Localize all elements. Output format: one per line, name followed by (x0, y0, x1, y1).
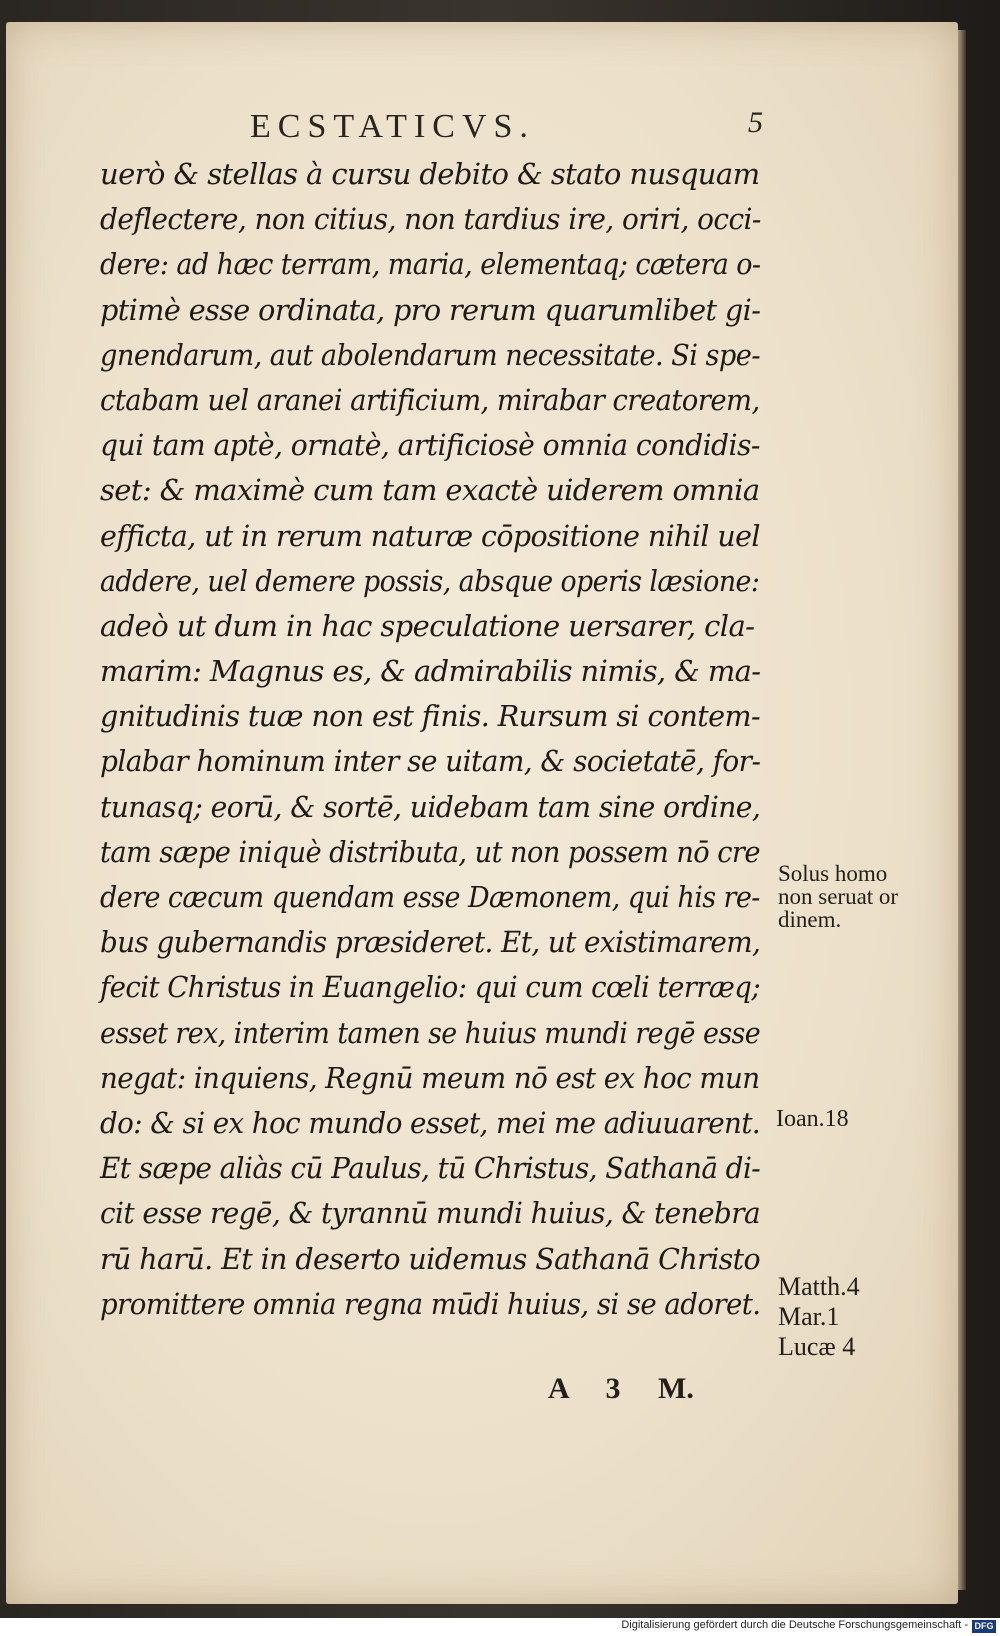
text-line: qui tam aptè, ornatè, artificiosè omnia condidis- (100, 428, 760, 463)
text-line: do: & si ex hoc mundo esset, mei me adiuuarent. (100, 1105, 761, 1140)
text-line: Et sæpe aliàs cū Paulus, tū Christus, Sathanā di- (100, 1151, 761, 1186)
text-line: ptimè esse ordinata, pro rerum quarumlibet gi- (100, 292, 761, 327)
dfg-logo: DFG (972, 1620, 996, 1633)
text-line: cit esse regē, & tyrannū mundi huius, & tenebra (100, 1196, 761, 1231)
text-line: dere cæcum quendam esse Dæmonem, qui his re- (100, 880, 760, 914)
text-line: efficta, ut in rerum naturæ cōpositione nihil uel (100, 518, 760, 553)
text-line: uerò & stellas à cursu debito & stato nusquam (100, 157, 760, 191)
folio-number: 5 (748, 106, 763, 139)
text-line: gnitudinis tuæ non est finis. Rursum si contem- (100, 699, 761, 734)
text-line: promittere omnia regna mūdi huius, si se adoret. (100, 1286, 761, 1321)
text-line: rū harū. Et in deserto uidemus Sathanā Christo (100, 1241, 761, 1276)
margin-note-matth: Matth.4 Mar.1 Lucæ 4 (778, 1272, 860, 1361)
text-line: addere, uel demere possis, absque operis læsione: (100, 563, 760, 598)
margin-note-solus: Solus homo non seruat or dinem. (778, 861, 899, 932)
text-line: gnendarum, aut abolendarum necessitate. Si spe- (100, 337, 760, 372)
text-line: bus gubernandis præsideret. Et, ut existimarem, (100, 925, 761, 960)
text-line: adeò ut dum in hac speculatione uersarer, cla- (100, 608, 755, 643)
text-line: set: & maximè cum tam exactè uiderem omnia (100, 473, 760, 508)
signature-mark: A 3 M. (548, 1372, 694, 1405)
margin-note-ioan: Ioan.18 (776, 1106, 849, 1132)
text-line: ctabam uel aranei artificium, mirabar creatorem, (100, 382, 760, 417)
text-line: negat: inquiens, Regnū meum nō est ex hoc mun (100, 1060, 760, 1095)
footer-credit: Digitalisierung gefördert durch die Deutsche Forschungsgemeinschaft - (621, 1619, 968, 1631)
text-line: dere: ad hæc terram, maria, elementaq; cætera o- (100, 247, 761, 282)
body-text (100, 152, 760, 1327)
text-line: deflectere, non citius, non tardius ire, oriri, occi- (100, 202, 761, 237)
text-line: esset rex, interim tamen se huius mundi regē esse (100, 1015, 761, 1050)
running-head: ECSTATICVS. (250, 108, 535, 145)
text-line: fecit Christus in Euangelio: qui cum cœli terræq; (100, 970, 761, 1005)
text-line: marim: Magnus es, & admirabilis nimis, & ma- (100, 654, 761, 689)
text-line: tunasq; eorū, & sortē, uidebam tam sine ordine, (100, 789, 761, 824)
text-line: plabar hominum inter se uitam, & societatē, for- (100, 744, 761, 779)
text-line: tam sæpe iniquè distributa, ut non possem nō cre (100, 834, 760, 869)
